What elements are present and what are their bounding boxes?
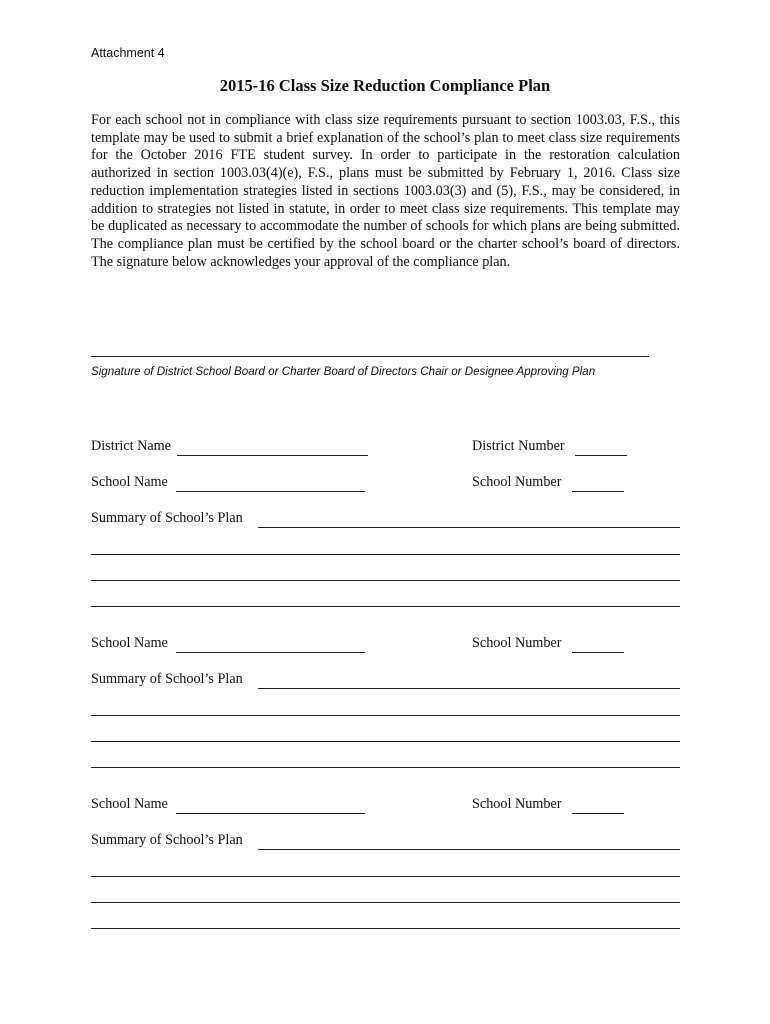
summary-line[interactable] <box>91 767 680 768</box>
attachment-label: Attachment 4 <box>91 46 165 60</box>
summary-field[interactable] <box>258 527 680 528</box>
school-number-label: School Number <box>472 796 562 812</box>
summary-field[interactable] <box>258 688 680 689</box>
school-name-field[interactable] <box>176 491 365 492</box>
summary-line[interactable] <box>91 606 680 607</box>
district-number-label: District Number <box>472 438 565 454</box>
school-name-field[interactable] <box>176 652 365 653</box>
school-number-field[interactable] <box>572 491 624 492</box>
school-number-field[interactable] <box>572 813 624 814</box>
district-name-label: District Name <box>91 438 171 454</box>
signature-line[interactable] <box>91 356 649 357</box>
summary-line[interactable] <box>91 928 680 929</box>
summary-line[interactable] <box>91 876 680 877</box>
school-number-label: School Number <box>472 474 562 490</box>
district-name-field[interactable] <box>177 455 368 456</box>
summary-field[interactable] <box>258 849 680 850</box>
school-number-label: School Number <box>472 635 562 651</box>
summary-line[interactable] <box>91 902 680 903</box>
school-name-label: School Name <box>91 474 168 490</box>
summary-line[interactable] <box>91 554 680 555</box>
page-title: 2015-16 Class Size Reduction Compliance Plan <box>219 76 551 95</box>
summary-label: Summary of School’s Plan <box>91 832 243 848</box>
summary-label: Summary of School’s Plan <box>91 510 243 526</box>
district-number-field[interactable] <box>575 455 627 456</box>
school-name-label: School Name <box>91 635 168 651</box>
summary-label: Summary of School’s Plan <box>91 671 243 687</box>
signature-caption: Signature of District School Board or Charter Board of Directors Chair or Designee Approving Plan <box>91 365 596 378</box>
school-number-field[interactable] <box>572 652 624 653</box>
school-name-field[interactable] <box>176 813 365 814</box>
intro-paragraph: For each school not in compliance with class size requirements pursuant to section 1003.03, F.S., this template may be used to submit a brief explanation of the school’s plan to meet class size requirements for the October 2016 FTE student survey. In order to participate in the restoration calculation authorized in section 1003.03(4)(e), F.S., plans must be submitted by February 1, 2016. Class size reduction implementation strategies listed in sections 1003.03(3) and (5), F.S., may be considered, in addition to strategies not listed in statute, in order to meet class size requirements. This template may be duplicated as necessary to accommodate the number of schools for which plans are being submitted. The compliance plan must be certified by the school board or the charter school’s board of directors. The signature below acknowledges your approval of the compliance plan. <box>91 112 680 270</box>
summary-line[interactable] <box>91 580 680 581</box>
school-name-label: School Name <box>91 796 168 812</box>
summary-line[interactable] <box>91 715 680 716</box>
summary-line[interactable] <box>91 741 680 742</box>
